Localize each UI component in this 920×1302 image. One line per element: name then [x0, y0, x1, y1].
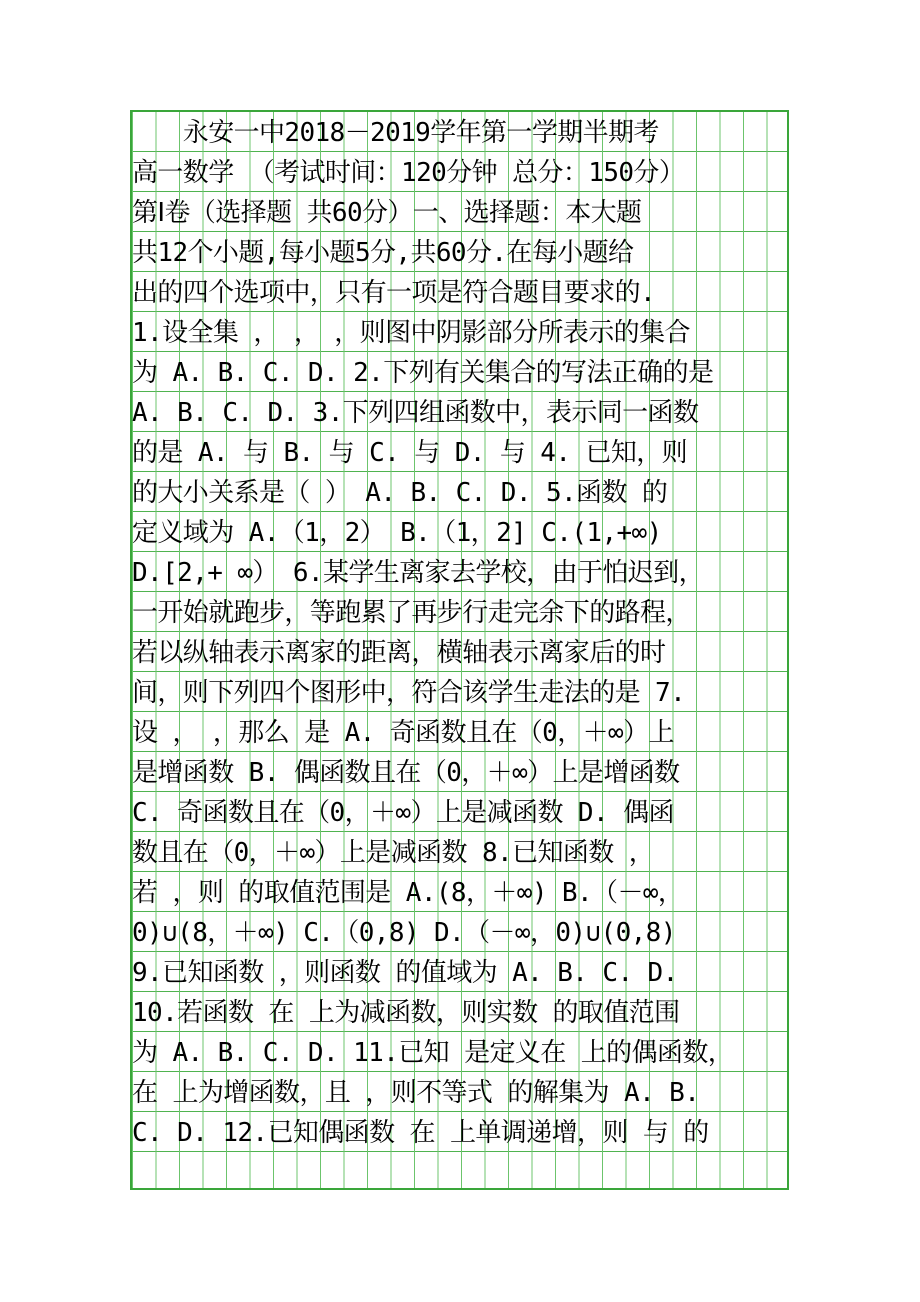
text-line: 高一数学 （考试时间：120分钟 总分：150分） [132, 158, 685, 188]
text-line: 间，则下列四个图形中，符合该学生走法的是 7. [132, 678, 686, 708]
grid-paper-sheet [130, 110, 789, 1190]
text-line: 在 上为增函数，且 ，则不等式 的解集为 A. B. [132, 1078, 700, 1108]
text-line: 10.若函数 在 上为减函数，则实数 的取值范围 [132, 998, 680, 1028]
text-line [132, 1152, 787, 1190]
text-line: 一开始就跑步，等跑累了再步行走完余下的路程， [132, 598, 691, 628]
text-line: C. D. 12.已知偶函数 在 上单调递增，则 与 的 [132, 1118, 709, 1148]
text-line: 设 ， ，那么 是 A. 奇函数且在（0，＋∞）上 [132, 718, 674, 748]
text-line: 9.已知函数 ，则函数 的值域为 A. B. C. D. [132, 958, 678, 988]
text-line: C. 奇函数且在（0，＋∞）上是减函数 D. 偶函 [132, 798, 674, 828]
text-line: 数且在（0，＋∞）上是减函数 8.已知函数 ， [132, 838, 655, 868]
document-text [132, 112, 787, 1190]
text-line: 定义域为 A.（1，2） B.（1，2] C.(1,+∞) [132, 518, 662, 548]
text-line: 若 ，则 的取值范围是 A.(8，＋∞) B.（－∞， [132, 878, 684, 908]
text-line: 第Ⅰ卷（选择题 共60分）一、选择题：本大题 [132, 198, 642, 228]
text-line: 的是 A. 与 B. 与 C. 与 D. 与 4. 已知，则 [132, 438, 688, 468]
text-line: 永安一中2018－2019学年第一学期半期考 [132, 118, 659, 148]
text-line: 为 A. B. C. D. 2.下列有关集合的写法正确的是 [132, 358, 714, 388]
text-line: A. B. C. D. 3.下列四组函数中，表示同一函数 [132, 398, 699, 428]
text-line: 1.设全集 ， ， ，则图中阴影部分所表示的集合 [132, 318, 690, 348]
text-line: 0)∪(8，＋∞) C.（0,8) D.（－∞，0)∪(0,8) [132, 918, 676, 948]
text-line: 是增函数 B. 偶函数且在（0，＋∞）上是增函数 [132, 758, 680, 788]
text-line: 的大小关系是（ ） A. B. C. D. 5.函数 的 [132, 478, 668, 508]
text-line: 若以纵轴表示离家的距离，横轴表示离家后的时 [132, 638, 666, 668]
text-line: 为 A. B. C. D. 11.已知 是定义在 上的偶函数， [132, 1038, 734, 1068]
text-line: D.[2,+ ∞） 6.某学生离家去学校，由于怕迟到， [132, 558, 704, 588]
text-line: 出的四个选项中，只有一项是符合题目要求的. [132, 278, 656, 308]
text-line: 共12个小题,每小题5分,共60分.在每小题给 [132, 238, 634, 268]
